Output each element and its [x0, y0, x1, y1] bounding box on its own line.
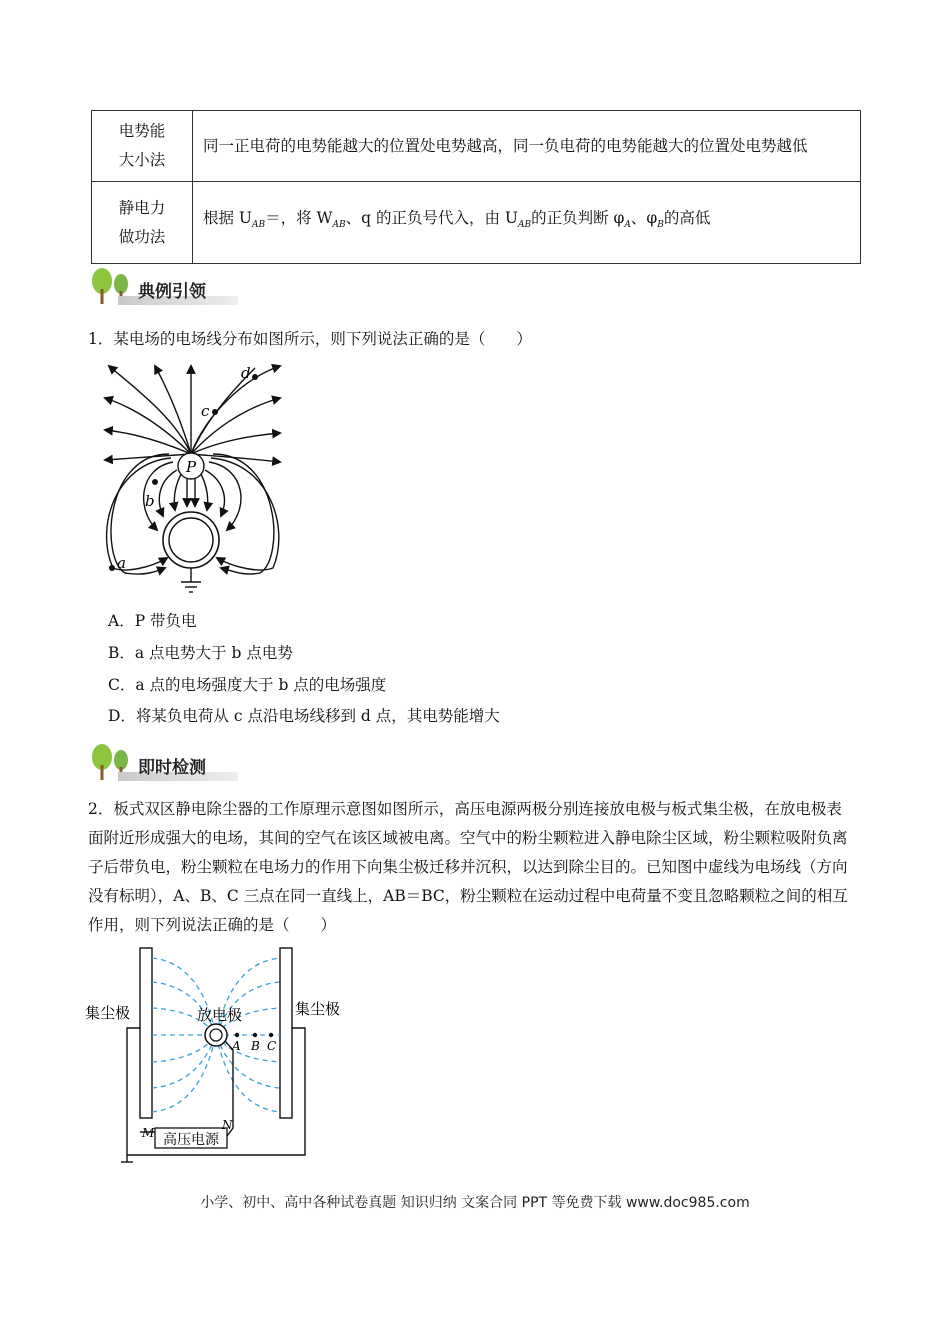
banner-label: 即时检测 [138, 758, 206, 778]
table-value-cell: 同一正电荷的电势能越大的位置处电势越高，同一负电荷的电势能越大的位置处电势越低 [193, 111, 861, 182]
page-footer: 小学、初中、高中各种试卷真题 知识归纳 文案合同 PPT 等免费下载 www.doc985.com [200, 1195, 750, 1211]
option-a: A．P 带负电 [108, 612, 197, 630]
label-power: 高压电源 [163, 1132, 219, 1148]
electric-field-figure [95, 358, 295, 598]
label-left-plate: 集尘极 [85, 1004, 131, 1022]
dust-collector-figure [85, 940, 355, 1170]
option-d: D．将某负电荷从 c 点沿电场线移到 d 点，其电势能增大 [108, 707, 500, 725]
label-d: d [241, 364, 251, 382]
label-A: A [232, 1039, 241, 1053]
section-banner-check [88, 743, 238, 783]
option-b: B．a 点电势大于 b 点电势 [108, 644, 293, 662]
label-a: a [117, 554, 126, 572]
section-banner-examples [88, 267, 238, 307]
label-electrode: 放电极 [197, 1006, 243, 1024]
table-row [92, 111, 861, 182]
table-value-cell: 根据 $U_{AB}=$，将 $W_{AB}$、q 的正负号代入，由 $U_{AB}$的正负判断 $\varphi_A$、$\varphi_B$的高低 [193, 182, 861, 264]
option-c: C．a 点的电场强度大于 b 点的电场强度 [108, 676, 387, 694]
label-M: M [142, 1126, 155, 1140]
label-b: b [145, 492, 155, 510]
label-p: P [185, 458, 197, 476]
question-1-stem: 1．某电场的电场线分布如图所示，则下列说法正确的是（ ） [88, 330, 532, 348]
question-2-stem: 2．板式双区静电除尘器的工作原理示意图如图所示，高压电源两极分别连接放电极与板式集尘极，在放电极表面附近形成强大的电场，其间的空气在该区域被电离。空气中的粉尘颗粒进入静电除尘区域，粉尘颗粒吸附负离子后带负电，粉尘颗粒在电场力的作用下向集尘极迁移并沉积，以达到除尘目的。已知图中虚线为电场线（方向没有标明），A、B、C 三点在同一直线上，AB＝BC，粉尘颗粒在运动过程中电荷量不变且忽略颗粒之间的相互作用，则下列说法正确的是（ ） [88, 800, 848, 934]
table-row [92, 182, 861, 264]
table-key-cell: 电势能 大小法 [92, 111, 193, 182]
methods-table [91, 110, 861, 264]
banner-label: 典例引领 [138, 282, 206, 302]
label-right-plate: 集尘极 [295, 1000, 341, 1018]
label-N: N [222, 1118, 233, 1132]
table-key-cell: 静电力 做功法 [92, 182, 193, 264]
label-C: C [267, 1039, 277, 1053]
label-c: c [201, 402, 210, 420]
label-B: B [251, 1039, 260, 1053]
